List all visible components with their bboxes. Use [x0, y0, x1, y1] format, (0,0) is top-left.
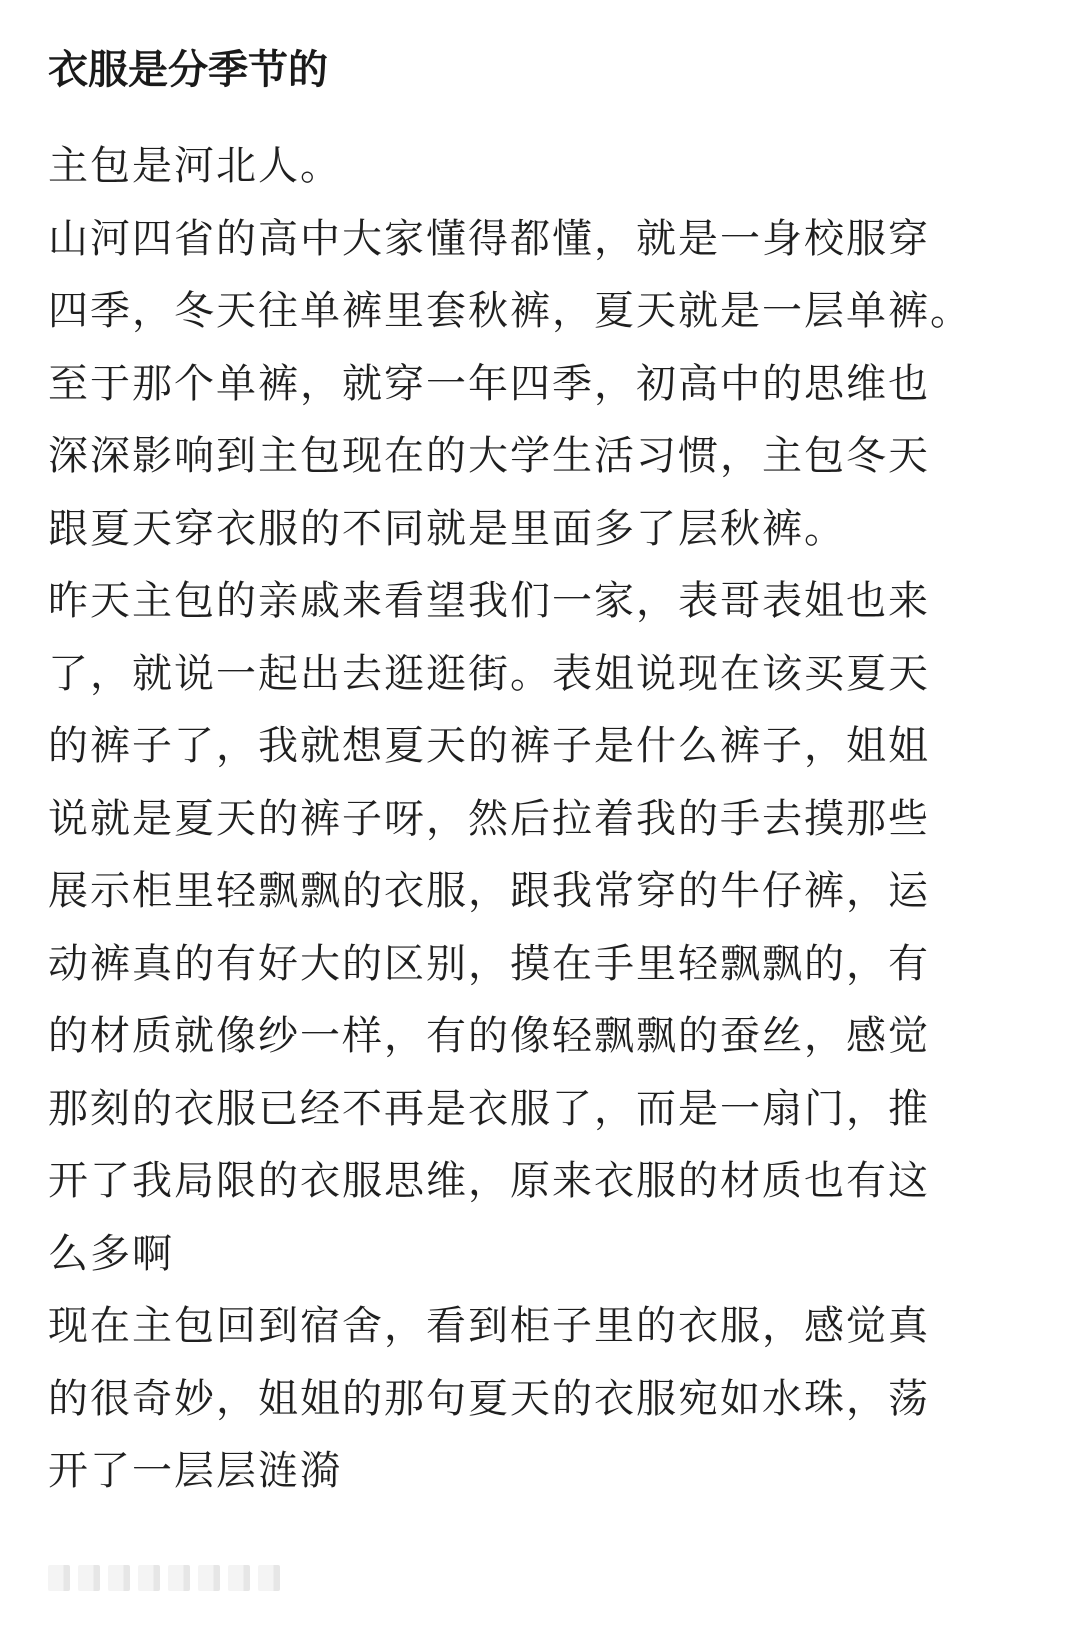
post-body [48, 130, 1048, 1508]
body-line: 那刻的衣服已经不再是衣服了，而是一扇门，推 [48, 1085, 930, 1132]
placeholder-glyph [258, 1565, 280, 1591]
body-line: 昨天主包的亲戚来看望我们一家，表哥表姐也来 [48, 578, 930, 624]
body-line: 动裤真的有好大的区别，摸在手里轻飘飘的，有 [48, 940, 930, 987]
body-line: 四季，冬天往单裤里套秋裤，夏天就是一层单裤。 [48, 288, 972, 334]
placeholder-glyph [78, 1565, 100, 1591]
placeholder-glyph [168, 1565, 190, 1591]
body-line: 的裤子了，我就想夏天的裤子是什么裤子，姐姐 [48, 723, 930, 769]
placeholder-glyph [108, 1565, 130, 1591]
placeholder-glyph [138, 1565, 160, 1591]
body-line: 山河四省的高中大家懂得都懂，就是一身校服穿 [48, 215, 930, 262]
body-line: 了，就说一起出去逛逛街。表姐说现在该买夏天 [48, 650, 930, 697]
placeholder-glyph [198, 1565, 220, 1591]
truncated-text-placeholder [48, 1565, 280, 1591]
body-line: 深深影响到主包现在的大学生活习惯，主包冬天 [48, 433, 930, 479]
placeholder-glyph [228, 1565, 250, 1591]
post-title: 衣服是分季节的 [48, 47, 328, 93]
placeholder-glyph [48, 1565, 70, 1591]
body-line: 主包是河北人。 [48, 143, 342, 189]
body-line: 展示柜里轻飘飘的衣服，跟我常穿的牛仔裤，运 [48, 868, 930, 914]
body-line: 么多啊 [48, 1230, 174, 1277]
body-line: 说就是夏天的裤子呀，然后拉着我的手去摸那些 [48, 795, 930, 842]
body-line: 跟夏天穿衣服的不同就是里面多了层秋裤。 [48, 505, 846, 552]
body-line: 的很奇妙，姐姐的那句夏天的衣服宛如水珠，荡 [48, 1375, 930, 1422]
body-line: 开了我局限的衣服思维，原来衣服的材质也有这 [48, 1158, 930, 1204]
body-line: 至于那个单裤，就穿一年四季，初高中的思维也 [48, 360, 930, 407]
body-line: 现在主包回到宿舍，看到柜子里的衣服，感觉真 [48, 1303, 930, 1349]
body-line: 开了一层层涟漪 [48, 1448, 342, 1494]
body-line: 的材质就像纱一样，有的像轻飘飘的蚕丝，感觉 [48, 1013, 930, 1059]
